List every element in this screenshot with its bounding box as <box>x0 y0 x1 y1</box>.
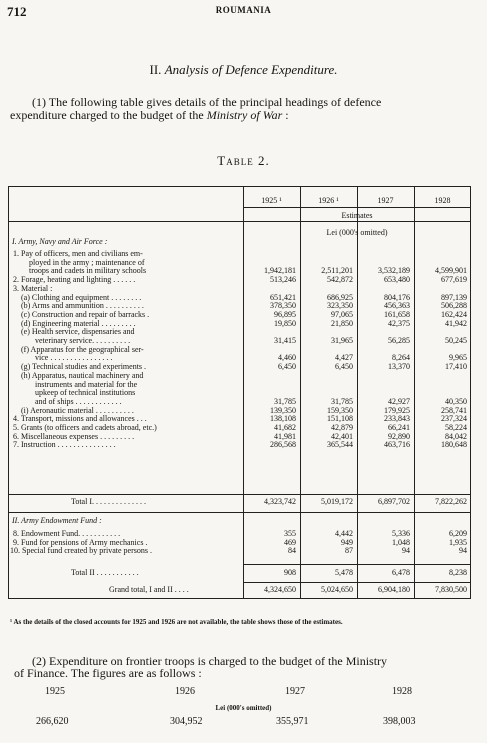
value-cell: 42,879 <box>331 423 353 432</box>
value-cell: 50,245 <box>445 336 467 345</box>
value-cell: 31,965 <box>331 336 353 345</box>
intro-line-2 <box>10 109 475 122</box>
value-cell: 5,024,650 <box>321 585 353 594</box>
row-label: 2. Forage, heating and lighting . . . . . . <box>13 275 136 285</box>
value-cell: 6,904,180 <box>378 585 410 594</box>
intro-line-1: (1) The following table gives details of the principal headings of defence <box>32 95 382 109</box>
intro-text: expenditure charged to the budget of the <box>10 108 207 122</box>
value-cell: 97,065 <box>331 309 353 319</box>
row-label: troops and cadets in military schools <box>29 266 147 276</box>
frontier-year: 1925 <box>45 686 65 697</box>
row-label: 8. Endowment Fund. . . . . . . . . . . <box>13 529 121 538</box>
frontier-year: 1927 <box>285 686 305 697</box>
value-cell: 1,942,181 <box>264 266 296 276</box>
value-cell: 513,246 <box>270 275 296 285</box>
row-label: (i) Aeronautic material . . . . . . . . . . <box>21 405 134 415</box>
table-footnote: ¹ As the details of the closed accounts for 1925 and 1926 are not available, the table shows those of the estimates. <box>10 618 343 626</box>
row-label: 9. Fund for pensions of Army mechanics . <box>13 537 148 547</box>
year-header: 1925 ¹ <box>261 196 282 205</box>
value-cell: 4,427 <box>335 353 353 363</box>
part2-heading: II. Army Endowment Fund : <box>12 516 102 525</box>
value-cell: 2,511,201 <box>321 266 353 276</box>
row-label: 1. Pay of officers, men and civilians em- <box>13 249 143 258</box>
value-cell: 258,741 <box>441 405 467 415</box>
table-title: Table 2. <box>217 153 270 168</box>
row-label: and of ships . . . . . . . . . . . . <box>35 396 122 406</box>
value-cell: 542,872 <box>327 275 353 285</box>
value-cell: 96,895 <box>274 309 296 319</box>
value-cell: 5,019,172 <box>321 497 353 506</box>
row-label: (g) Technical studies and experiments . <box>21 362 147 372</box>
value-cell: 42,927 <box>388 396 410 406</box>
value-cell: 151,108 <box>327 414 353 424</box>
row-label: (c) Construction and repair of barracks . <box>21 309 150 319</box>
value-cell: 469 <box>284 537 296 547</box>
value-cell: 41,942 <box>445 318 467 328</box>
value-cell: 66,241 <box>388 423 410 432</box>
value-cell: 6,897,702 <box>378 497 410 506</box>
value-cell: 31,785 <box>331 396 353 406</box>
value-cell: 677,619 <box>441 275 467 285</box>
value-cell: 4,599,901 <box>435 266 467 276</box>
value-cell: 13,370 <box>388 362 410 372</box>
intro-paragraph <box>10 96 475 122</box>
value-cell: 463,716 <box>384 440 410 450</box>
header-bottom-rule <box>9 221 470 222</box>
value-cell: 161,658 <box>384 309 410 319</box>
grand-total-rule <box>243 582 470 583</box>
row-label: 10. Special fund created by private persons . <box>10 546 152 556</box>
year-header: 1926 ¹ <box>318 196 339 205</box>
value-cell: 19,850 <box>274 318 296 328</box>
value-cell: 6,478 <box>392 568 410 577</box>
value-cell: 651,421 <box>270 292 296 302</box>
value-cell: 653,480 <box>384 275 410 285</box>
section-number: II. <box>149 62 162 77</box>
year-header: 1927 <box>377 196 394 205</box>
row-label: veterinary service. . . . . . . . . . <box>35 336 131 345</box>
value-cell: 804,176 <box>384 292 410 302</box>
frontier-value: 398,003 <box>383 716 416 727</box>
grand-total-label: Grand total, I and II . . . . <box>109 585 189 594</box>
frontier-value: 355,971 <box>276 716 309 727</box>
value-cell: 4,323,742 <box>264 497 296 506</box>
frontier-year: 1928 <box>392 686 412 697</box>
value-cell: 139,350 <box>270 405 296 415</box>
row-label: (f) Apparatus for the geographical ser- <box>21 344 144 354</box>
value-cell: 21,850 <box>331 318 353 328</box>
row-label: (h) Apparatus, nautical machinery and <box>21 370 144 380</box>
value-cell: 41,981 <box>274 431 296 441</box>
value-cell: 87 <box>345 546 353 556</box>
frontier-unit: Lei (000's omitted) <box>215 704 272 712</box>
total1-label: Total I. . . . . . . . . . . . . . <box>71 497 146 506</box>
value-cell: 58,224 <box>445 423 467 432</box>
value-cell: 94 <box>459 546 467 556</box>
row-label: 6. Miscellaneous expenses . . . . . . . . . <box>13 431 135 441</box>
part1-heading: I. Army, Navy and Air Force : <box>12 237 108 246</box>
value-cell: 94 <box>402 546 410 556</box>
value-cell: 41,682 <box>274 423 296 432</box>
ministry-name: Ministry of War <box>206 108 283 122</box>
value-cell: 84 <box>288 546 296 556</box>
row-label: (b) Arms and ammunition . . . . . . . . . . <box>21 301 144 311</box>
value-cell: 233,843 <box>384 414 410 424</box>
value-cell: 180,648 <box>441 440 467 450</box>
page-number: 712 <box>7 4 27 19</box>
value-cell: 949 <box>341 537 353 547</box>
value-cell: 159,350 <box>327 405 353 415</box>
unit-label: Lei (000's omitted) <box>326 228 388 237</box>
row-label: upkeep of technical institutions <box>35 388 136 398</box>
value-cell: 4,442 <box>335 529 353 538</box>
value-cell: 9,965 <box>449 353 467 363</box>
value-cell: 31,415 <box>274 336 296 345</box>
value-cell: 42,375 <box>388 318 410 328</box>
value-cell: 908 <box>284 568 296 577</box>
value-cell: 40,350 <box>445 396 467 406</box>
value-cell: 84,042 <box>445 431 467 441</box>
value-cell: 6,209 <box>449 529 467 538</box>
row-label: 7. Instruction . . . . . . . . . . . . . . . <box>13 440 116 450</box>
value-cell: 1,048 <box>392 537 410 547</box>
value-cell: 365,544 <box>327 440 353 450</box>
value-cell: 162,424 <box>441 309 467 319</box>
frontier-value: 266,620 <box>36 716 69 727</box>
section-title-text: Analysis of Defence Expenditure. <box>164 62 338 77</box>
value-cell: 6,450 <box>278 362 296 372</box>
value-cell: 42,401 <box>331 431 353 441</box>
value-cell: 237,324 <box>441 414 467 424</box>
total1-bottom-rule <box>9 512 470 513</box>
value-cell: 179,925 <box>384 405 410 415</box>
value-cell: 31,785 <box>274 396 296 406</box>
value-cell: 4,460 <box>278 353 296 363</box>
value-cell: 1,935 <box>449 537 467 547</box>
row-label: 5. Grants (to officers and cadets abroad, etc.) <box>13 423 157 432</box>
row-label: (d) Engineering material . . . . . . . . . <box>21 318 136 328</box>
value-cell: 686,925 <box>327 292 353 302</box>
frontier-paragraph <box>14 655 474 679</box>
row-label: 4. Transport, missions and allowances . . . <box>13 414 147 424</box>
value-cell: 56,285 <box>388 336 410 345</box>
row-label: 3. Material : <box>13 283 53 293</box>
value-cell: 4,324,650 <box>264 585 296 594</box>
value-cell: 897,139 <box>441 292 467 302</box>
value-cell: 323,350 <box>327 301 353 311</box>
defence-expenditure-table <box>8 186 471 599</box>
total2-rule <box>243 564 470 565</box>
value-cell: 3,532,189 <box>378 266 410 276</box>
row-label: (e) Health service, dispensaries and <box>21 327 135 337</box>
value-cell: 6,450 <box>335 362 353 372</box>
value-cell: 8,238 <box>449 568 467 577</box>
value-cell: 17,410 <box>445 362 467 372</box>
total1-rule <box>9 494 470 495</box>
value-cell: 506,288 <box>441 301 467 311</box>
value-cell: 7,830,500 <box>435 585 467 594</box>
value-cell: 7,822,262 <box>435 497 467 506</box>
row-label: (a) Clothing and equipment . . . . . . . . <box>21 292 142 302</box>
value-cell: 92,890 <box>388 431 410 441</box>
value-cell: 8,264 <box>392 353 410 363</box>
value-cell: 5,478 <box>335 568 353 577</box>
running-title: ROUMANIA <box>215 5 272 15</box>
year-header: 1928 <box>434 196 451 205</box>
intro-colon: : <box>282 108 289 122</box>
row-label: ployed in the army ; maintenance of <box>29 257 145 267</box>
row-label: instruments and material for the <box>35 379 138 389</box>
estimates-label: Estimates <box>341 211 373 220</box>
value-cell: 138,108 <box>270 414 296 424</box>
para2-line-1: (2) Expenditure on frontier troops is charged to the budget of the Ministry <box>32 654 388 668</box>
value-cell: 5,336 <box>392 529 410 538</box>
value-cell: 286,568 <box>270 440 296 450</box>
frontier-value: 304,952 <box>170 716 203 727</box>
para2-line-2: of Finance. The figures are as follows : <box>14 666 202 680</box>
frontier-year: 1926 <box>175 686 195 697</box>
value-cell: 355 <box>284 529 296 538</box>
header-rule <box>243 207 470 208</box>
value-cell: 456,363 <box>384 301 410 311</box>
value-cell: 378,350 <box>270 301 296 311</box>
section-title <box>0 62 487 78</box>
row-label: vice . . . . . . . . . . . . . . . . <box>35 353 113 363</box>
total2-label: Total II . . . . . . . . . . . <box>71 568 139 577</box>
